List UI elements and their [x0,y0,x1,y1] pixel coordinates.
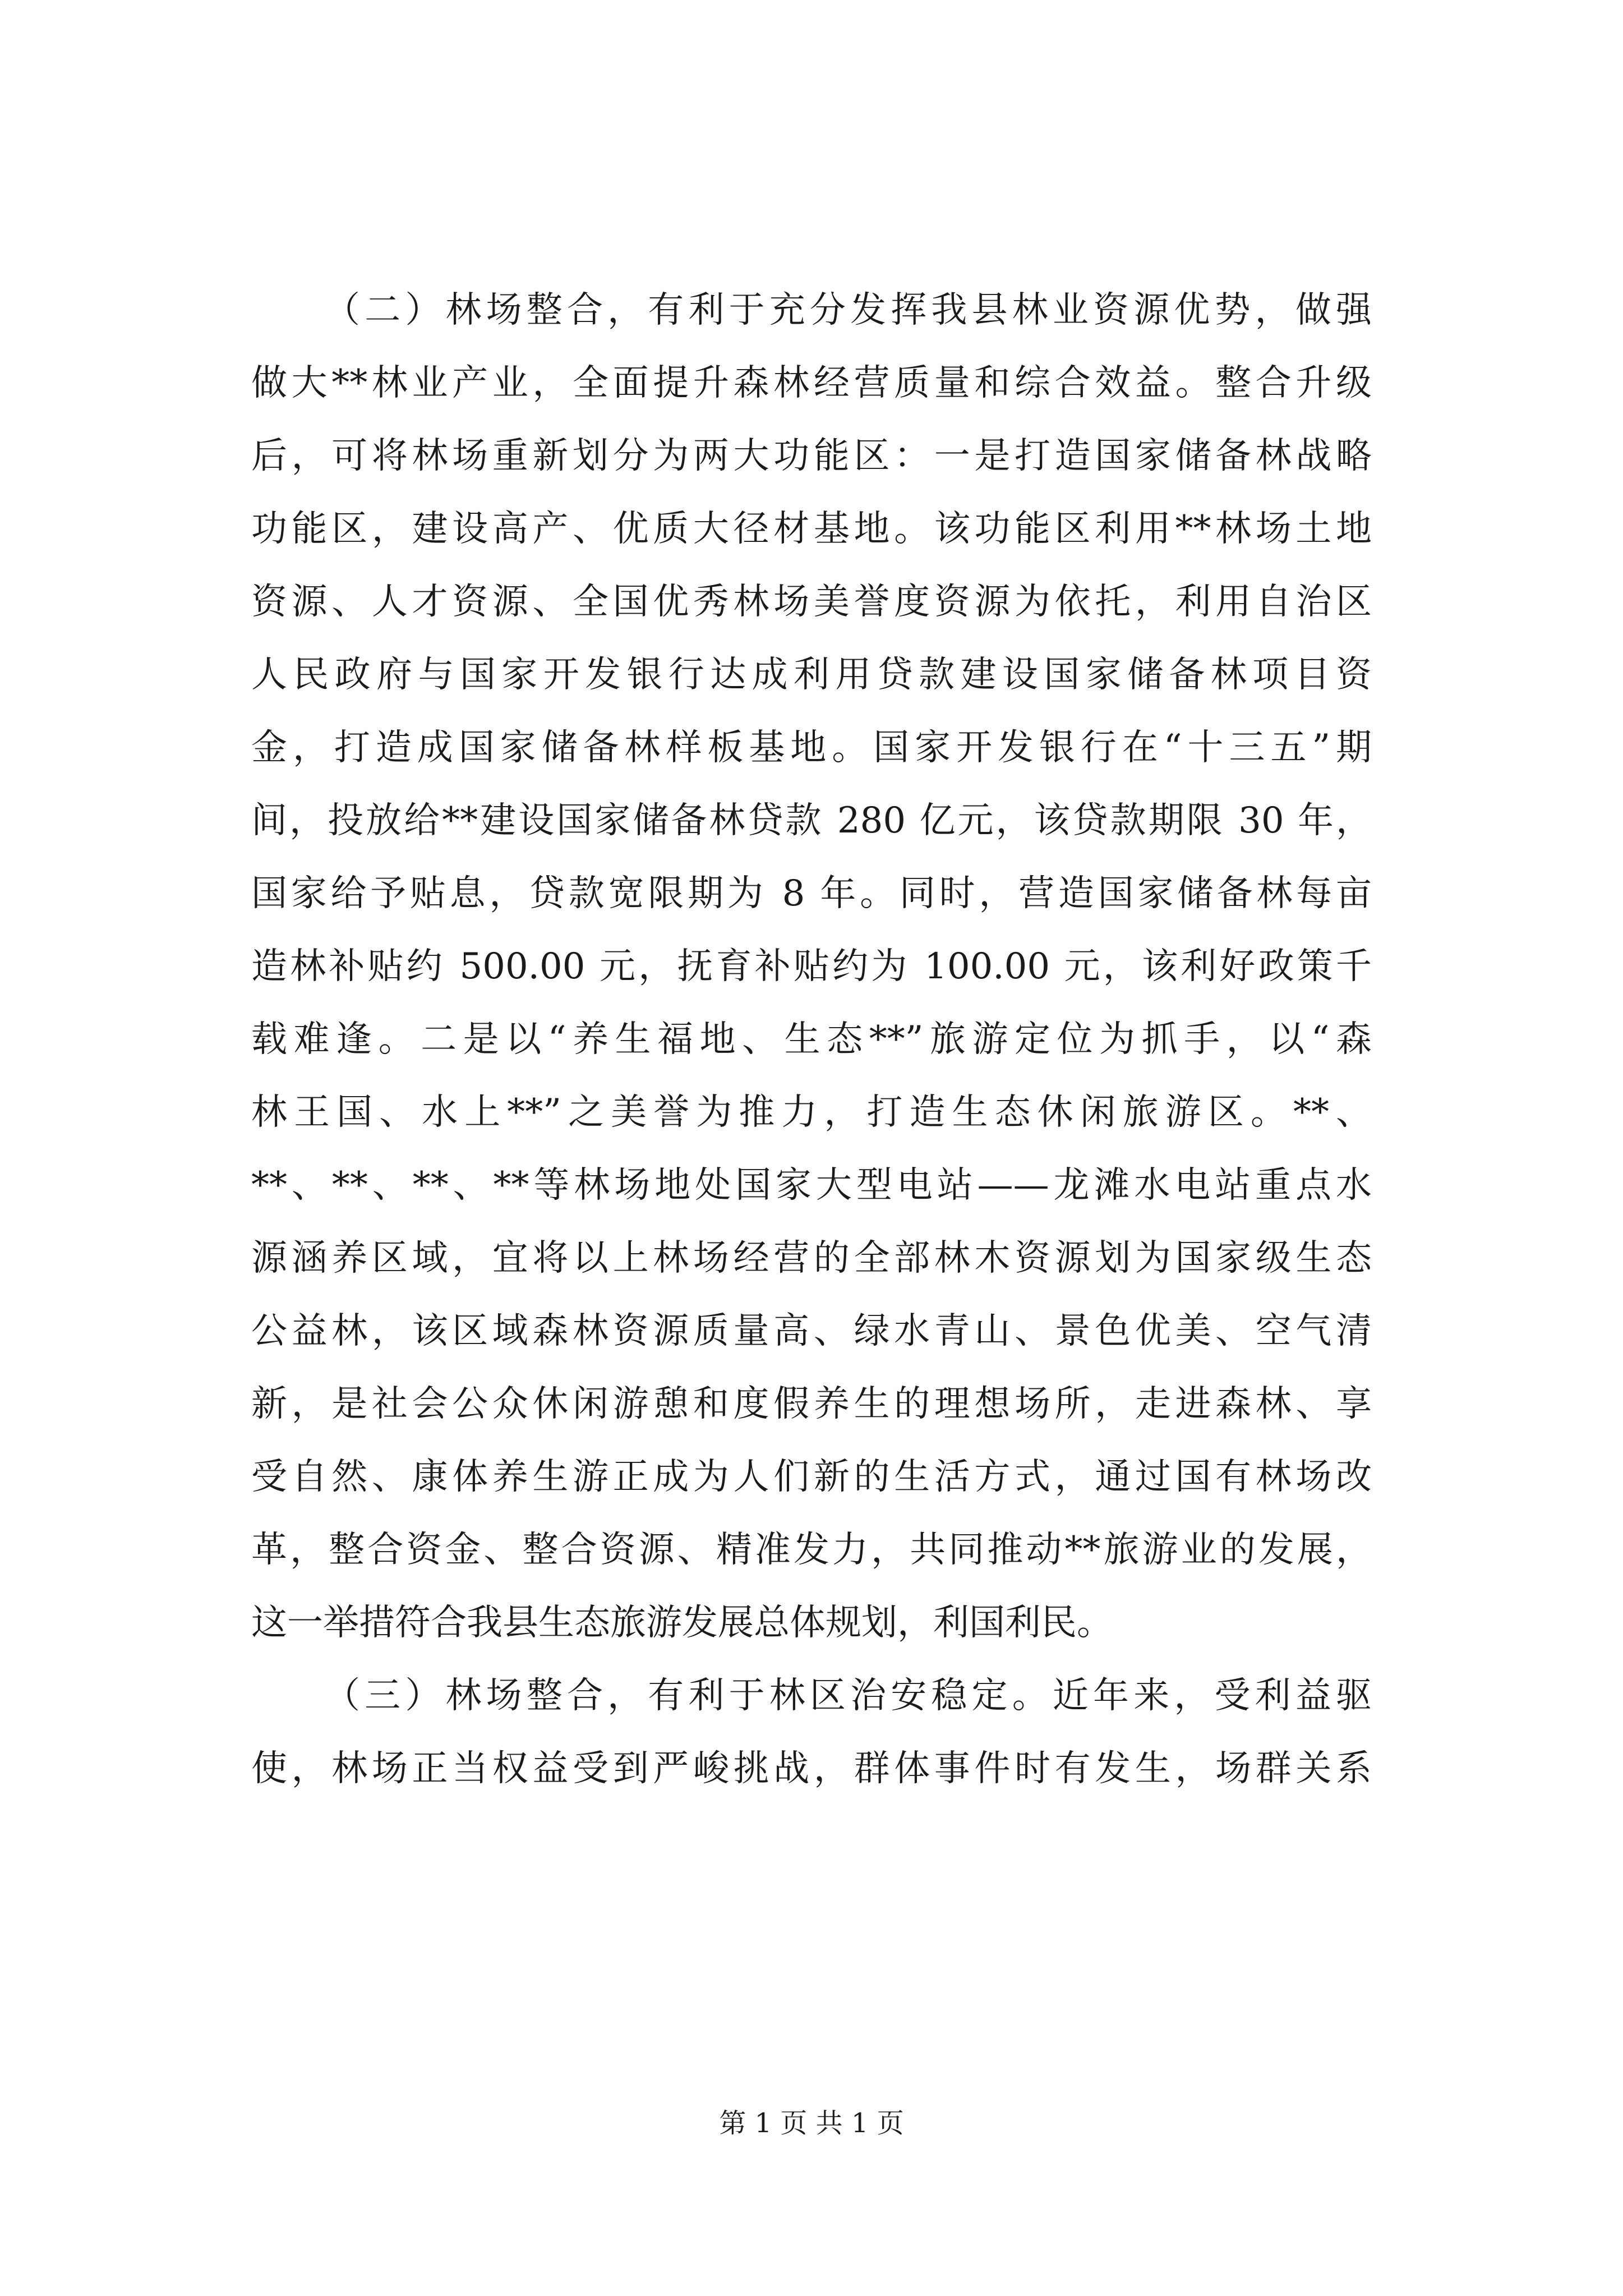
paragraph-2-line-2: 使，林场正当权益受到严峻挑战，群体事件时有发生，场群关系 [251,1748,1372,1789]
paragraph-1-line-7: 金，打造成国家储备林样板基地。国家开发银行在“十三五”期 [251,727,1372,769]
page-number-label: 第 1 页 共 1 页 [719,2108,904,2139]
paragraph-1-line-8: 间，投放给**建设国家储备林贷款 280 亿元，该贷款期限 30 年， [251,800,1372,841]
paragraph-1-line-14: 源涵养区域，宜将以上林场经营的全部林木资源划为国家级生态 [251,1237,1372,1279]
paragraph-1-line-13: **、**、**、**等林场地处国家大型电站——龙滩水电站重点水 [251,1165,1372,1206]
paragraph-1-line-1: （二）林场整合，有利于充分发挥我县林业资源优势，做强 [324,289,1372,331]
paragraph-1-line-9: 国家给予贴息，贷款宽限期为 8 年。同时，营造国家储备林每亩 [251,873,1372,914]
paragraph-1-line-5: 资源、人才资源、全国优秀林场美誉度资源为依托，利用自治区 [251,581,1372,623]
paragraph-1-line-4: 功能区，建设高产、优质大径材基地。该功能区利用**林场土地 [251,508,1372,550]
document-body [251,274,1372,1805]
paragraph-1-line-10: 造林补贴约 500.00 元，抚育补贴约为 100.00 元，该利好政策千 [251,946,1372,987]
paragraph-1-line-3: 后，可将林场重新划分为两大功能区：一是打造国家储备林战略 [251,435,1372,477]
page-footer [0,2106,1623,2140]
paragraph-1-line-2: 做大**林业产业，全面提升森林经营质量和综合效益。整合升级 [251,362,1372,404]
paragraph-2-line-1: （三）林场整合，有利于林区治安稳定。近年来，受利益驱 [324,1675,1372,1717]
paragraph-1-line-17: 受自然、康体养生游正成为人们新的生活方式，通过国有林场改 [251,1456,1372,1498]
paragraph-1-line-6: 人民政府与国家开发银行达成利用贷款建设国家储备林项目资 [251,654,1372,696]
paragraph-1-line-18: 革，整合资金、整合资源、精准发力，共同推动**旅游业的发展， [251,1529,1372,1571]
paragraph-1-line-16: 新，是社会公众休闲游憩和度假养生的理想场所，走进森林、享 [251,1383,1372,1425]
paragraph-1-line-19: 这一举措符合我县生态旅游发展总体规划，利国利民。 [251,1602,1113,1644]
paragraph-1-line-15: 公益林，该区域森林资源质量高、绿水青山、景色优美、空气清 [251,1310,1372,1352]
paragraph-1-line-11: 载难逢。二是以“养生福地、生态**”旅游定位为抓手，以“森 [251,1019,1372,1060]
paragraph-1-line-12: 林王国、水上**”之美誉为推力，打造生态休闲旅游区。**、 [251,1092,1372,1133]
